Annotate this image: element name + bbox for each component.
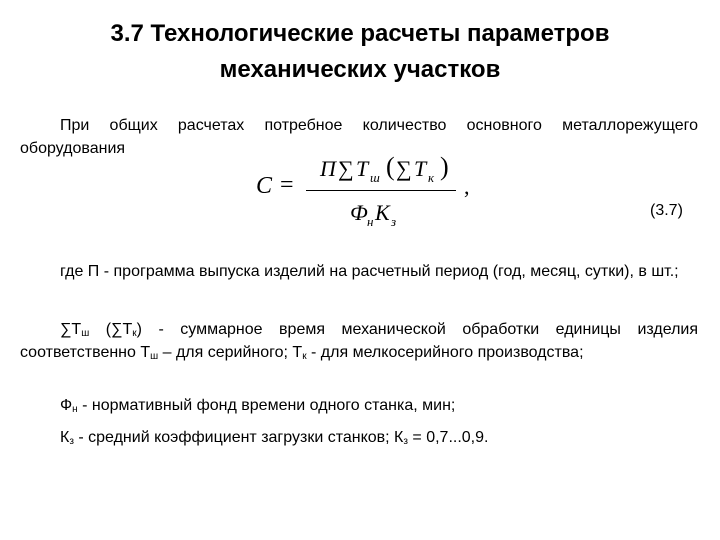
def-t-tail: - для мелкосерийного производства; — [306, 344, 584, 361]
def-k-text: - средний коэффициент загрузки станков; К — [73, 429, 404, 446]
definition-t — [20, 318, 698, 364]
title-line-2: механических участков — [219, 56, 501, 83]
formula-equals: = — [280, 172, 294, 198]
definition-k — [20, 426, 698, 449]
def-f-sub: н — [72, 404, 78, 415]
def-k-tail: = 0,7...0,9. — [407, 429, 489, 446]
fraction-bar — [306, 190, 456, 191]
num-sum-1: ∑ — [338, 156, 354, 181]
den-k: К — [375, 200, 390, 225]
den-f: Ф — [350, 200, 368, 225]
def-t-mid: (∑T — [89, 321, 133, 338]
equation-number: (3.7) — [650, 202, 683, 219]
num-t2: T — [414, 156, 427, 181]
definition-f — [20, 394, 698, 417]
def-t-pre: ∑T — [60, 321, 82, 338]
def-t-after: ) - суммарное время механической обработки единицы изделия соответственно T — [20, 321, 699, 361]
def-f-symbol: Ф — [60, 397, 73, 414]
num-p: П — [320, 156, 336, 181]
num-t1-sub: ш — [370, 170, 380, 185]
formula-numerator — [306, 150, 456, 186]
formula-3-7 — [250, 148, 470, 234]
def-t-sub-1: ш — [81, 328, 90, 339]
def-t-sub-2: к — [132, 328, 137, 339]
formula-denominator — [306, 194, 456, 230]
formula-lhs: C — [256, 173, 273, 199]
den-k-sub: з — [391, 214, 397, 229]
def-t-sub-4: к — [302, 351, 307, 362]
num-t1: T — [356, 156, 369, 181]
def-t-middle: – для серийного; T — [158, 344, 303, 361]
def-t-sub-3: ш — [150, 351, 159, 362]
formula-comma: , — [464, 174, 470, 199]
den-f-sub: н — [367, 214, 374, 229]
definition-p: где П - программа выпуска изделий на расчетный период (год, месяц, сутки), в шт.; — [60, 263, 679, 280]
intro-paragraph: При общих расчетах потребное количество основного металлорежущего оборудования — [20, 117, 698, 157]
num-close-paren: ) — [440, 152, 449, 181]
def-f-text: - нормативный фонд времени одного станка, мин; — [77, 397, 456, 414]
def-k-sub-2: з — [403, 436, 408, 447]
num-sum-2: ∑ — [396, 156, 412, 181]
num-open-paren: ( — [386, 152, 395, 181]
page-title — [20, 16, 700, 88]
def-k-sub: з — [69, 436, 74, 447]
def-k-symbol: К — [60, 429, 70, 446]
num-t2-sub: к — [428, 170, 435, 185]
title-line-1: 3.7 Технологические расчеты параметров — [110, 20, 610, 47]
